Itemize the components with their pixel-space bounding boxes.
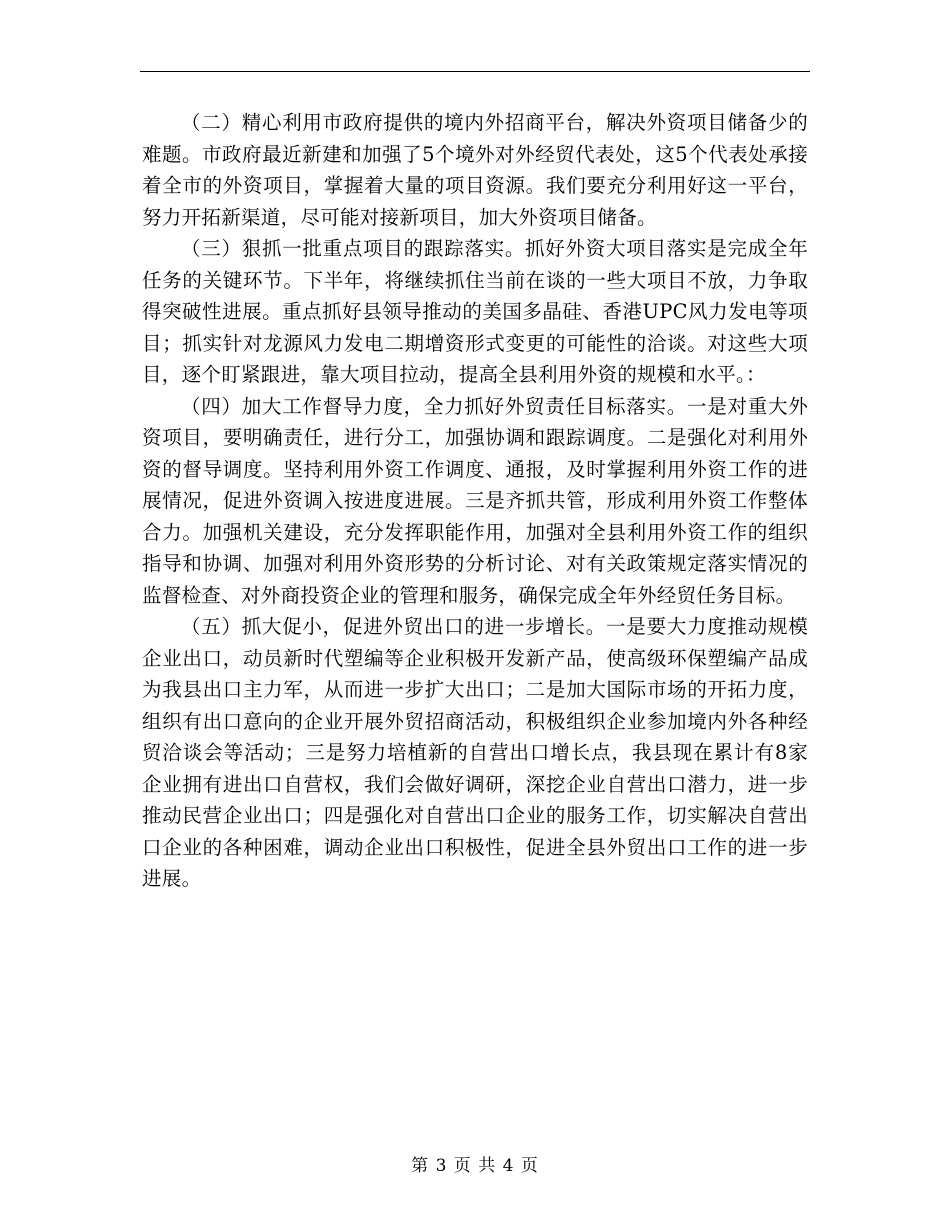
document-body [142,107,808,895]
paragraph-5: （五）抓大促小，促进外贸出口的进一步增长。一是要大力度推动规模企业出口，动员新时代塑编等企业积极开发新产品，使高级环保塑编产品成为我县出口主力军，从而进一步扩大出口；二是加大国际市场的开拓力度，组织有出口意向的企业开展外贸招商活动，积极组织企业参加境内外各种经贸洽谈会等活动；三是努力培植新的自营出口增长点，我县现在累计有8家企业拥有进出口自营权，我们会做好调研，深挖企业自营出口潜力，进一步推动民营企业出口；四是强化对自营出口企业的服务工作，切实解决自营出口企业的各种困难，调动企业出口积极性，促进全县外贸出口工作的进一步进展。 [142,615,808,890]
page-number-footer: 第 3 页 共 4 页 [411,1156,539,1176]
paragraph-4: （四）加大工作督导力度，全力抓好外贸责任目标落实。一是对重大外资项目，要明确责任，进行分工，加强协调和跟踪调度。二是强化对利用外资的督导调度。坚持利用外资工作调度、通报，及时掌握利用外资工作的进展情况，促进外资调入按进度进展。三是齐抓共管，形成利用外资工作整体合力。加强机关建设，充分发挥职能作用，加强对全县利用外资工作的组织指导和协调、加强对利用外资形势的分析讨论、对有关政策规定落实情况的监督检查、对外商投资企业的管理和服务，确保完成全年外经贸任务目标。 [142,394,808,607]
header-rule [140,71,810,72]
paragraph-2: （二）精心利用市政府提供的境内外招商平台，解决外资项目储备少的难题。市政府最近新建和加强了5个境外对外经贸代表处，这5个代表处承接着全市的外资项目，掌握着大量的项目资源。我们要充分利用好这一平台，努力开拓新渠道，尽可能对接新项目，加大外资项目储备。 [142,111,808,229]
paragraph-3: （三）狠抓一批重点项目的跟踪落实。抓好外资大项目落实是完成全年任务的关键环节。下半年，将继续抓住当前在谈的一些大项目不放，力争取得突破性进展。重点抓好县领导推动的美国多晶硅、香港UPC风力发电等项目；抓实针对龙源风力发电二期增资形式变更的可能性的洽谈。对这些大项目，逐个盯紧跟进，靠大项目拉动，提高全县利用外资的规模和水平。： [142,237,808,386]
